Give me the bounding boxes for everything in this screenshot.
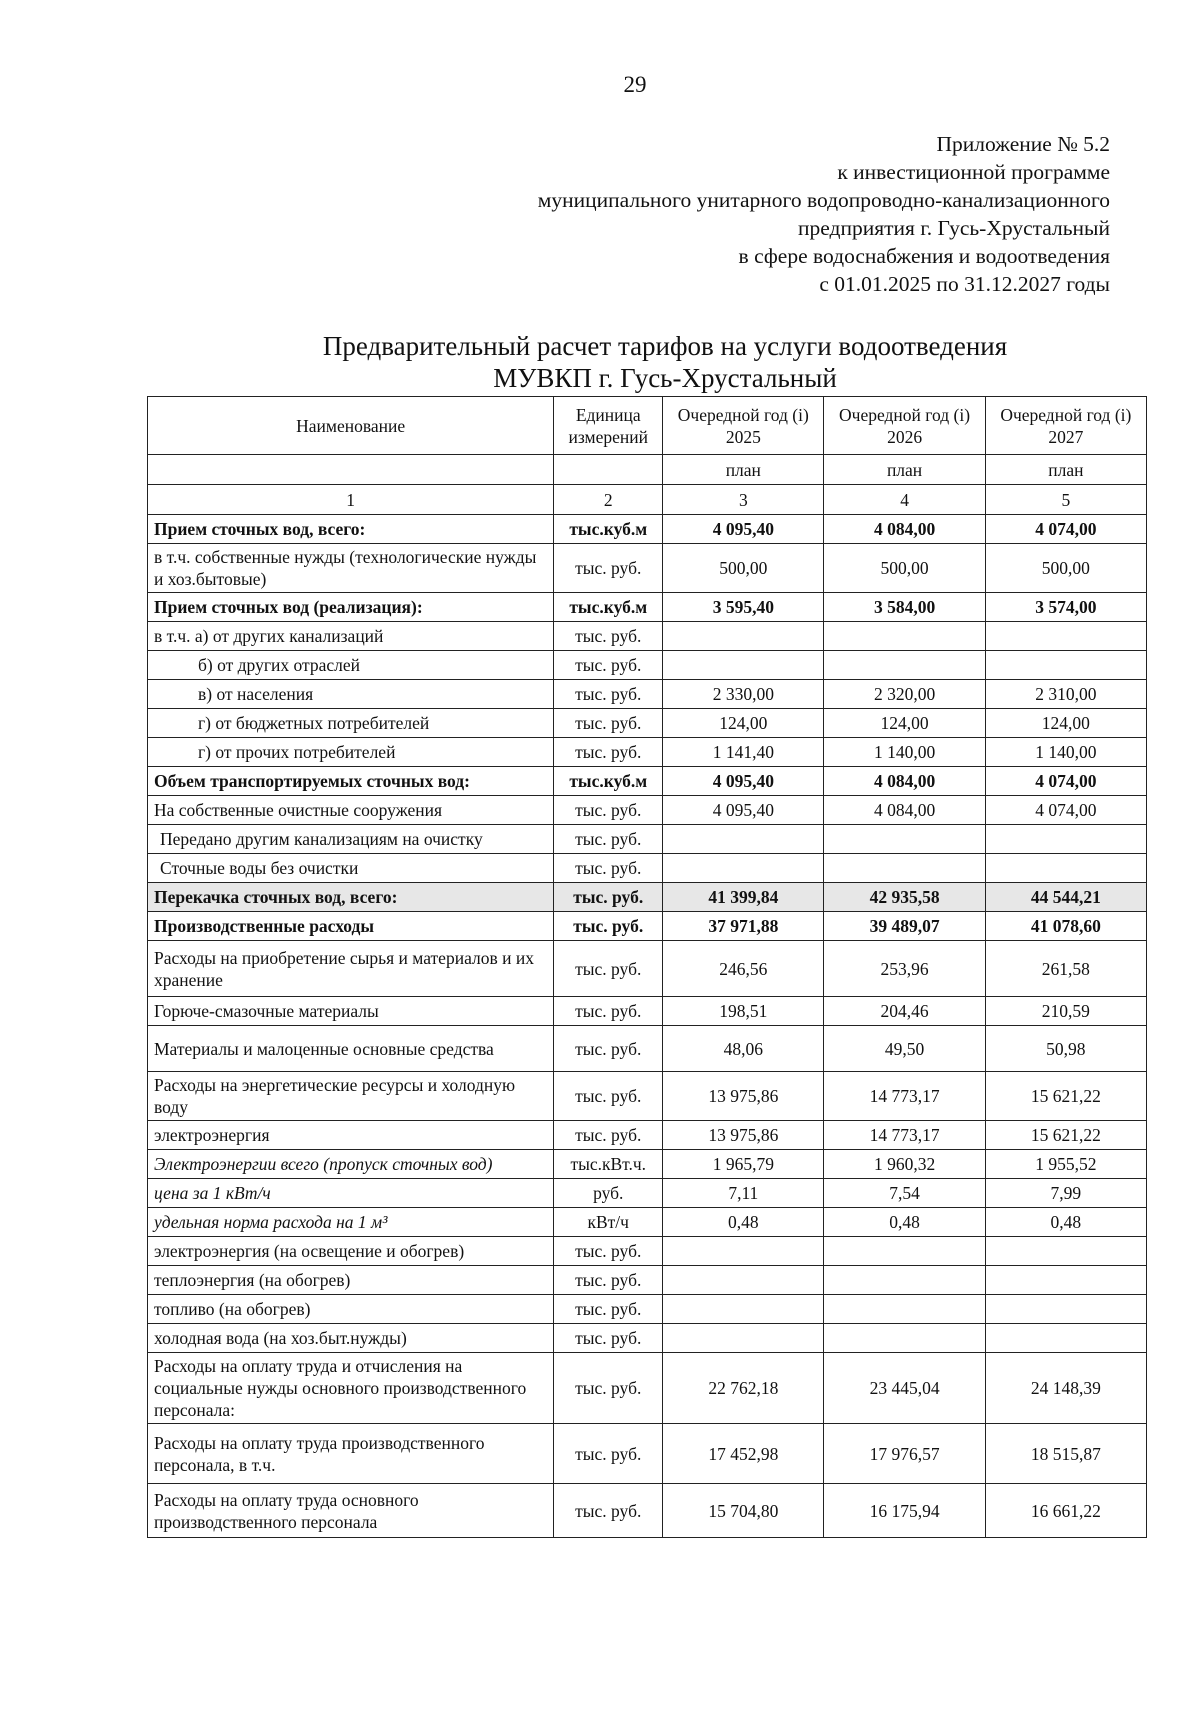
- value-2027: 1 140,00: [985, 738, 1146, 767]
- value-2026: 39 489,07: [824, 912, 985, 941]
- value-2027: 16 661,22: [985, 1484, 1146, 1538]
- appendix-line: с 01.01.2025 по 31.12.2027 годы: [819, 272, 1110, 296]
- value-2027: [985, 622, 1146, 651]
- value-2025: 4 095,40: [663, 767, 824, 796]
- row-name: б) от других отраслей: [148, 651, 554, 680]
- value-2027: 7,99: [985, 1179, 1146, 1208]
- row-name: в) от населения: [148, 680, 554, 709]
- column-number: 5: [985, 485, 1146, 515]
- row-name: цена за 1 кВт/ч: [148, 1179, 554, 1208]
- row-name: теплоэнергия (на обогрев): [148, 1266, 554, 1295]
- value-2025: [663, 1295, 824, 1324]
- row-unit: тыс. руб.: [554, 1121, 663, 1150]
- value-2025: [663, 651, 824, 680]
- table-row: [148, 1353, 1147, 1424]
- table-row: [148, 854, 1147, 883]
- plan-label: план: [985, 455, 1146, 485]
- value-2027: [985, 854, 1146, 883]
- table-row: [148, 1208, 1147, 1237]
- value-2027: 15 621,22: [985, 1121, 1146, 1150]
- table-row: [148, 825, 1147, 854]
- table-row: [148, 544, 1147, 593]
- row-name: Прием сточных вод (реализация):: [148, 593, 554, 622]
- row-name: топливо (на обогрев): [148, 1295, 554, 1324]
- row-name: Расходы на оплату труда основного производственного персонала: [148, 1484, 554, 1538]
- row-name: удельная норма расхода на 1 м³: [148, 1208, 554, 1237]
- value-2026: 4 084,00: [824, 796, 985, 825]
- value-2025: [663, 1237, 824, 1266]
- row-name: Объем транспортируемых сточных вод:: [148, 767, 554, 796]
- row-name: Расходы на оплату труда производственного персонала, в т.ч.: [148, 1424, 554, 1484]
- empty-cell: [554, 455, 663, 485]
- table-row: [148, 1121, 1147, 1150]
- row-name: Расходы на энергетические ресурсы и холодную воду: [148, 1072, 554, 1121]
- value-2027: 24 148,39: [985, 1353, 1146, 1424]
- value-2027: 261,58: [985, 941, 1146, 997]
- header-name: Наименование: [148, 397, 554, 455]
- plan-label: план: [824, 455, 985, 485]
- value-2026: 16 175,94: [824, 1484, 985, 1538]
- tariff-table: [147, 396, 1147, 1538]
- row-unit: тыс. руб.: [554, 709, 663, 738]
- header-2026: Очередной год (i) 2026: [824, 397, 985, 455]
- value-2026: 500,00: [824, 544, 985, 593]
- value-2027: 50,98: [985, 1026, 1146, 1072]
- column-number: 3: [663, 485, 824, 515]
- row-unit: тыс. руб.: [554, 997, 663, 1026]
- value-2026: [824, 854, 985, 883]
- row-unit: тыс. руб.: [554, 1424, 663, 1484]
- row-unit: тыс. руб.: [554, 796, 663, 825]
- table-row: [148, 1295, 1147, 1324]
- appendix-line: в сфере водоснабжения и водоотведения: [738, 244, 1110, 268]
- header-row: [148, 397, 1147, 455]
- row-name: Перекачка сточных вод, всего:: [148, 883, 554, 912]
- page-number: 29: [623, 72, 647, 97]
- value-2026: 204,46: [824, 997, 985, 1026]
- row-unit: тыс. руб.: [554, 651, 663, 680]
- value-2026: [824, 1295, 985, 1324]
- value-2026: 42 935,58: [824, 883, 985, 912]
- row-unit: тыс. руб.: [554, 1324, 663, 1353]
- row-unit: тыс. руб.: [554, 1353, 663, 1424]
- value-2027: 2 310,00: [985, 680, 1146, 709]
- row-name: На собственные очистные сооружения: [148, 796, 554, 825]
- row-name: в т.ч. собственные нужды (технологические нужды и хоз.бытовые): [148, 544, 554, 593]
- table-row: [148, 1324, 1147, 1353]
- value-2025: [663, 1324, 824, 1353]
- row-unit: тыс.куб.м: [554, 593, 663, 622]
- table-row: [148, 912, 1147, 941]
- value-2026: 124,00: [824, 709, 985, 738]
- row-name: Горюче-смазочные материалы: [148, 997, 554, 1026]
- value-2025: 7,11: [663, 1179, 824, 1208]
- table-row: [148, 1179, 1147, 1208]
- column-number-row: [148, 485, 1147, 515]
- value-2026: 14 773,17: [824, 1121, 985, 1150]
- value-2025: 198,51: [663, 997, 824, 1026]
- value-2027: [985, 1237, 1146, 1266]
- row-name: Сточные воды без очистки: [148, 854, 554, 883]
- row-name: холодная вода (на хоз.быт.нужды): [148, 1324, 554, 1353]
- value-2027: [985, 651, 1146, 680]
- plan-row: [148, 455, 1147, 485]
- value-2027: 0,48: [985, 1208, 1146, 1237]
- row-name: электроэнергия (на освещение и обогрев): [148, 1237, 554, 1266]
- value-2026: 3 584,00: [824, 593, 985, 622]
- value-2025: 22 762,18: [663, 1353, 824, 1424]
- value-2027: [985, 1324, 1146, 1353]
- value-2027: [985, 825, 1146, 854]
- value-2025: 48,06: [663, 1026, 824, 1072]
- row-unit: тыс. руб.: [554, 1266, 663, 1295]
- value-2025: [663, 825, 824, 854]
- value-2025: 41 399,84: [663, 883, 824, 912]
- value-2025: 246,56: [663, 941, 824, 997]
- row-unit: тыс. руб.: [554, 825, 663, 854]
- value-2026: 253,96: [824, 941, 985, 997]
- value-2025: 13 975,86: [663, 1072, 824, 1121]
- row-unit: руб.: [554, 1179, 663, 1208]
- value-2025: 124,00: [663, 709, 824, 738]
- appendix-caption: [290, 130, 1110, 298]
- value-2025: 4 095,40: [663, 515, 824, 544]
- row-unit: тыс. руб.: [554, 1026, 663, 1072]
- row-name: Расходы на приобретение сырья и материалов и их хранение: [148, 941, 554, 997]
- value-2025: [663, 622, 824, 651]
- value-2026: [824, 651, 985, 680]
- header-2025: Очередной год (i) 2025: [663, 397, 824, 455]
- value-2026: 0,48: [824, 1208, 985, 1237]
- value-2027: 4 074,00: [985, 767, 1146, 796]
- value-2025: [663, 854, 824, 883]
- row-name: электроэнергия: [148, 1121, 554, 1150]
- value-2026: 7,54: [824, 1179, 985, 1208]
- header-2027: Очередной год (i) 2027: [985, 397, 1146, 455]
- table-row: [148, 767, 1147, 796]
- value-2026: [824, 1266, 985, 1295]
- value-2027: 18 515,87: [985, 1424, 1146, 1484]
- value-2026: 4 084,00: [824, 767, 985, 796]
- row-name: в т.ч. а) от других канализаций: [148, 622, 554, 651]
- table-row: [148, 941, 1147, 997]
- value-2025: 500,00: [663, 544, 824, 593]
- value-2026: [824, 622, 985, 651]
- value-2026: 2 320,00: [824, 680, 985, 709]
- row-name: г) от бюджетных потребителей: [148, 709, 554, 738]
- row-unit: тыс. руб.: [554, 622, 663, 651]
- column-number: 1: [148, 485, 554, 515]
- value-2027: 500,00: [985, 544, 1146, 593]
- table-row: [148, 738, 1147, 767]
- appendix-line: к инвестиционной программе: [837, 160, 1110, 184]
- row-unit: тыс. руб.: [554, 854, 663, 883]
- row-unit: тыс. руб.: [554, 738, 663, 767]
- row-unit: тыс.куб.м: [554, 515, 663, 544]
- plan-label: план: [663, 455, 824, 485]
- row-name: Материалы и малоценные основные средства: [148, 1026, 554, 1072]
- title-line-2: МУВКП г. Гусь-Хрустальный: [493, 363, 837, 393]
- row-name: Производственные расходы: [148, 912, 554, 941]
- row-unit: тыс. руб.: [554, 680, 663, 709]
- table-row: [148, 622, 1147, 651]
- row-unit: тыс. руб.: [554, 1237, 663, 1266]
- table-row: [148, 1424, 1147, 1484]
- column-number: 2: [554, 485, 663, 515]
- value-2027: 15 621,22: [985, 1072, 1146, 1121]
- value-2027: 1 955,52: [985, 1150, 1146, 1179]
- empty-cell: [148, 455, 554, 485]
- value-2027: 41 078,60: [985, 912, 1146, 941]
- value-2027: 4 074,00: [985, 515, 1146, 544]
- row-unit: тыс. руб.: [554, 1295, 663, 1324]
- value-2027: 210,59: [985, 997, 1146, 1026]
- appendix-line: муниципального унитарного водопроводно-канализационного: [537, 188, 1110, 212]
- table-row: [148, 883, 1147, 912]
- row-name: г) от прочих потребителей: [148, 738, 554, 767]
- row-unit: тыс. руб.: [554, 1484, 663, 1538]
- value-2026: 17 976,57: [824, 1424, 985, 1484]
- row-unit: тыс. руб.: [554, 912, 663, 941]
- row-unit: тыс. руб.: [554, 1072, 663, 1121]
- value-2026: 14 773,17: [824, 1072, 985, 1121]
- appendix-line: Приложение № 5.2: [936, 132, 1110, 156]
- row-name: Прием сточных вод, всего:: [148, 515, 554, 544]
- value-2026: [824, 1324, 985, 1353]
- table-row: [148, 1484, 1147, 1538]
- row-name: Электроэнергии всего (пропуск сточных вод): [148, 1150, 554, 1179]
- value-2027: 124,00: [985, 709, 1146, 738]
- table-row: [148, 997, 1147, 1026]
- value-2027: [985, 1295, 1146, 1324]
- value-2025: 3 595,40: [663, 593, 824, 622]
- table-row: [148, 651, 1147, 680]
- table-row: [148, 1266, 1147, 1295]
- table-row: [148, 593, 1147, 622]
- table-row: [148, 680, 1147, 709]
- value-2027: [985, 1266, 1146, 1295]
- value-2026: 1 960,32: [824, 1150, 985, 1179]
- value-2026: 1 140,00: [824, 738, 985, 767]
- table-row: [148, 515, 1147, 544]
- value-2025: 1 965,79: [663, 1150, 824, 1179]
- appendix-line: предприятия г. Гусь-Хрустальный: [798, 216, 1110, 240]
- value-2026: [824, 825, 985, 854]
- table-row: [148, 709, 1147, 738]
- table-row: [148, 1150, 1147, 1179]
- value-2027: 3 574,00: [985, 593, 1146, 622]
- title-line-1: Предварительный расчет тарифов на услуги водоотведения: [322, 331, 1008, 361]
- value-2025: 2 330,00: [663, 680, 824, 709]
- value-2025: 4 095,40: [663, 796, 824, 825]
- value-2026: [824, 1237, 985, 1266]
- value-2026: 49,50: [824, 1026, 985, 1072]
- header-unit: Единица измерений: [554, 397, 663, 455]
- table-row: [148, 1237, 1147, 1266]
- table-row: [148, 796, 1147, 825]
- row-unit: тыс. руб.: [554, 883, 663, 912]
- table-row: [148, 1072, 1147, 1121]
- value-2027: 44 544,21: [985, 883, 1146, 912]
- value-2025: 17 452,98: [663, 1424, 824, 1484]
- value-2026: 4 084,00: [824, 515, 985, 544]
- value-2025: [663, 1266, 824, 1295]
- row-name: Расходы на оплату труда и отчисления на социальные нужды основного производственного персонала:: [148, 1353, 554, 1424]
- row-unit: тыс.кВт.ч.: [554, 1150, 663, 1179]
- value-2025: 15 704,80: [663, 1484, 824, 1538]
- value-2025: 1 141,40: [663, 738, 824, 767]
- value-2025: 37 971,88: [663, 912, 824, 941]
- row-unit: тыс. руб.: [554, 544, 663, 593]
- value-2026: 23 445,04: [824, 1353, 985, 1424]
- row-unit: кВт/ч: [554, 1208, 663, 1237]
- value-2025: 0,48: [663, 1208, 824, 1237]
- row-unit: тыс.куб.м: [554, 767, 663, 796]
- row-unit: тыс. руб.: [554, 941, 663, 997]
- document-title: [0, 330, 1200, 394]
- column-number: 4: [824, 485, 985, 515]
- table-row: [148, 1026, 1147, 1072]
- value-2027: 4 074,00: [985, 796, 1146, 825]
- row-name: Передано другим канализациям на очистку: [148, 825, 554, 854]
- value-2025: 13 975,86: [663, 1121, 824, 1150]
